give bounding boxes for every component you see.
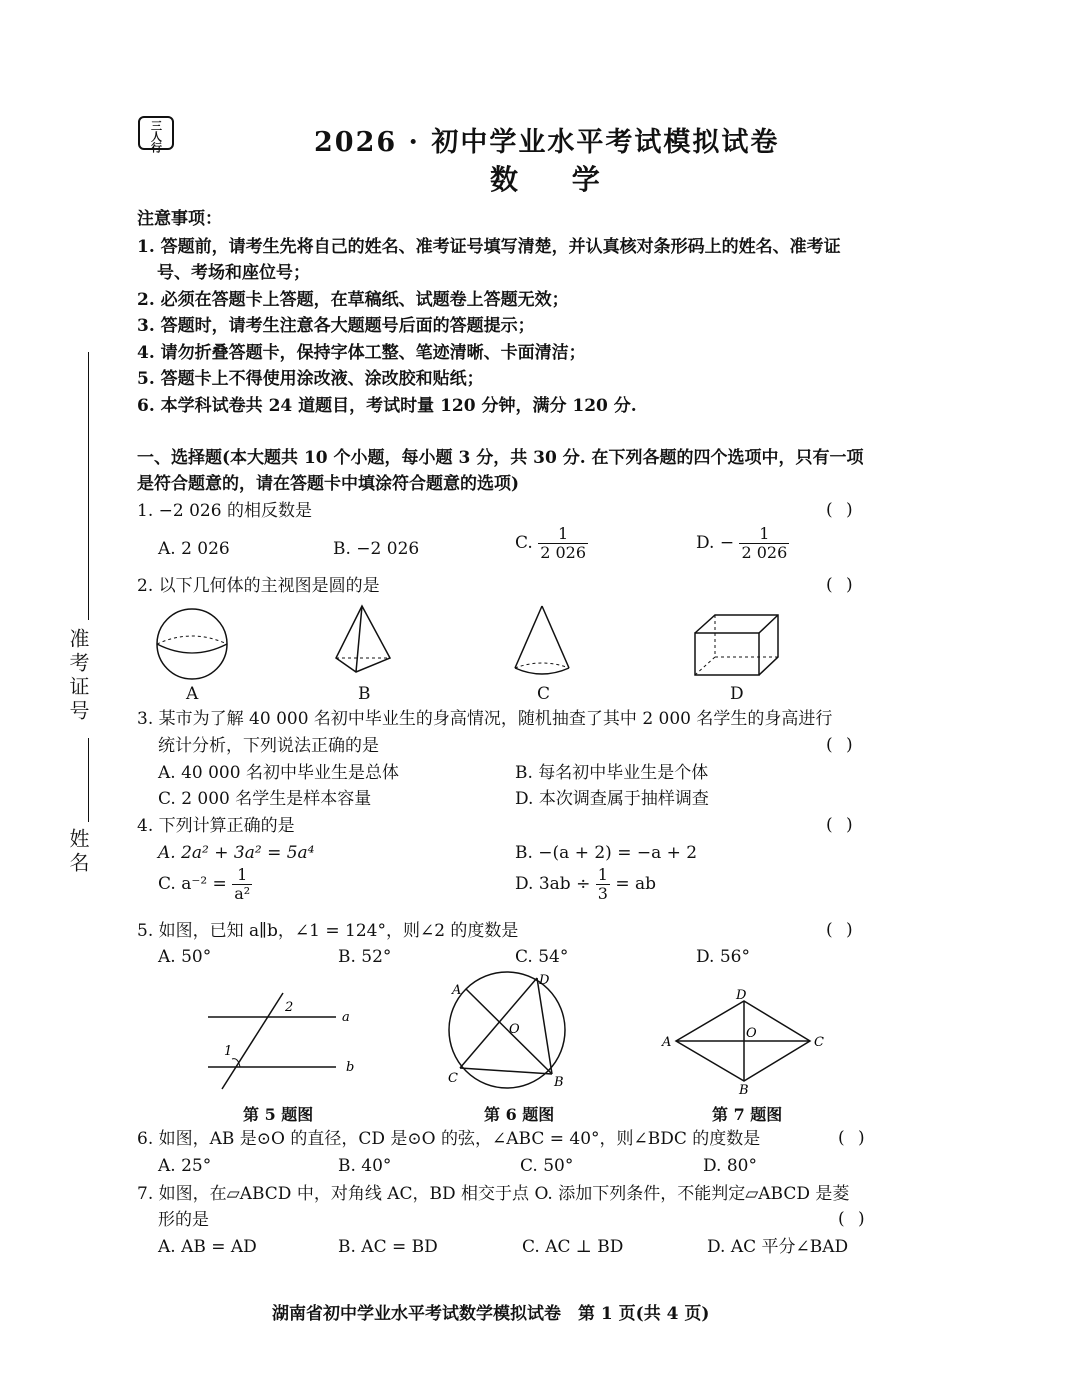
page-footer: 湖南省初中学业水平考试数学模拟试卷 第 1 页(共 4 页) — [272, 1304, 710, 1324]
figure-q6 — [440, 970, 580, 1095]
cone-shape — [515, 606, 569, 674]
name-line — [88, 738, 89, 822]
fig5-label: 2 — [285, 1000, 294, 1015]
q1-option-b: B. −2 026 — [333, 539, 420, 559]
q2-label-c: C — [537, 684, 551, 704]
q1-option-d: D. − $\frac{1}{2 026}$ — [696, 524, 788, 562]
q5-stem: 5. 如图，已知 a∥b，∠1 = 124°，则∠2 的度数是 — [137, 921, 519, 941]
q6-option-c: C. 50° — [520, 1156, 574, 1176]
q4-option-a: A. 2a² + 3a² = 5a⁴ — [158, 843, 315, 863]
q5-option-c: C. 54° — [515, 947, 569, 967]
q5-option-b: B. 52° — [338, 947, 392, 967]
q3-option-a: A. 40 000 名初中毕业生是总体 — [158, 763, 399, 783]
q1-option-a: A. 2 026 — [158, 539, 230, 559]
q2-stem: 2. 以下几何体的主视图是圆的是 — [137, 576, 380, 596]
fig6-label: B — [554, 1075, 564, 1090]
q5-option-d: D. 56° — [696, 947, 750, 967]
figure-q5 — [200, 985, 370, 1095]
q4-stem: 4. 下列计算正确的是 — [137, 816, 295, 836]
note-item: 4. 请勿折叠答题卡，保持字体工整、笔迹清晰、卡面清洁； — [137, 343, 586, 363]
q3-stem: 3. 某市为了解 40 000 名初中毕业生的身高情况，随机抽查了其中 2 000 名学生的身高进行 — [137, 709, 833, 729]
answer-bracket: ( ) — [826, 735, 857, 755]
fig6-label: C — [448, 1071, 458, 1086]
page-title: 2026 · 初中学业水平考试模拟试卷 — [314, 127, 780, 158]
q1-stem: 1. −2 026 的相反数是 — [137, 501, 312, 521]
fig7-label: O — [746, 1026, 757, 1041]
fig5-label: b — [346, 1060, 355, 1075]
q2-solids-figure — [140, 600, 800, 705]
section-heading-cont: 是符合题意的，请在答题卡中填涂符合题意的选项) — [137, 474, 520, 494]
fig6-label: A — [452, 983, 462, 998]
figure-q6-caption: 第 6 题图 — [484, 1105, 555, 1124]
q6-stem: 6. 如图，AB 是⊙O 的直径，CD 是⊙O 的弦，∠ABC = 40°，则∠BDC 的度数是 — [137, 1129, 761, 1149]
fig5-label: 1 — [224, 1044, 233, 1059]
name-label: 姓名 — [66, 828, 90, 876]
figure-q7 — [660, 985, 835, 1095]
q2-label-b: B — [358, 684, 371, 704]
answer-bracket: ( ) — [826, 815, 857, 835]
fig5-label: a — [342, 1010, 350, 1025]
pyramid-shape — [336, 606, 390, 672]
note-item: 6. 本学科试卷共 24 道题目，考试时量 120 分钟，满分 120 分. — [137, 396, 637, 416]
cuboid-shape — [695, 615, 778, 675]
q4-option-b: B. −(a + 2) = −a + 2 — [515, 843, 698, 863]
q7-option-c: C. AC ⊥ BD — [522, 1237, 624, 1257]
fig7-label: B — [739, 1083, 749, 1095]
notes-heading: 注意事项： — [137, 209, 222, 229]
q7-option-a: A. AB = AD — [158, 1237, 257, 1257]
q1-option-c: C. $\frac{1}{2 026}$ — [515, 524, 587, 562]
q5-option-a: A. 50° — [158, 947, 212, 967]
q6-option-d: D. 80° — [703, 1156, 757, 1176]
note-item: 1. 答题前，请考生先将自己的姓名、准考证号填写清楚，并认真核对条形码上的姓名、准考证 — [137, 237, 841, 257]
fig7-label: A — [662, 1035, 672, 1050]
logo-text: 三人行 — [149, 120, 163, 153]
fig6-label: O — [509, 1022, 520, 1037]
note-item: 2. 必须在答题卡上答题，在草稿纸、试题卷上答题无效； — [137, 290, 569, 310]
exam-number-line — [88, 352, 89, 620]
answer-bracket: ( ) — [838, 1128, 869, 1148]
q4-option-d: D. 3ab ÷ $\frac{1}{3}$ = ab — [515, 865, 656, 903]
fig7-label: D — [736, 988, 747, 1003]
q2-label-a: A — [186, 684, 199, 704]
exam-number-label: 准考证号 — [66, 628, 90, 724]
q3-option-d: D. 本次调查属于抽样调查 — [515, 789, 709, 809]
q4-option-c: C. a⁻² = $\frac{1}{\text{a²}}$ — [158, 865, 251, 903]
sphere-shape — [157, 609, 227, 679]
logo — [138, 116, 174, 153]
figure-q7-caption: 第 7 题图 — [712, 1105, 783, 1124]
answer-bracket: ( ) — [826, 500, 857, 520]
answer-bracket: ( ) — [826, 920, 857, 940]
note-item: 3. 答题时，请考生注意各大题题号后面的答题提示； — [137, 316, 535, 336]
section-heading: 一、选择题(本大题共 10 个小题，每小题 3 分，共 30 分. 在下列各题的四个选项中，只有一项 — [137, 448, 864, 468]
q3-option-b: B. 每名初中毕业生是个体 — [515, 763, 709, 783]
answer-bracket: ( ) — [826, 575, 857, 595]
note-item: 号、考场和座位号； — [157, 263, 310, 283]
q7-option-b: B. AC = BD — [338, 1237, 438, 1257]
q3-option-c: C. 2 000 名学生是样本容量 — [158, 789, 372, 809]
q2-label-d: D — [730, 684, 744, 704]
fig6-label: D — [539, 973, 550, 988]
note-item: 5. 答题卡上不得使用涂改液、涂改胶和贴纸； — [137, 369, 484, 389]
fig7-label: C — [814, 1035, 824, 1050]
q3-stem-cont: 统计分析，下列说法正确的是 — [158, 736, 379, 756]
q7-option-d: D. AC 平分∠BAD — [707, 1237, 849, 1257]
answer-bracket: ( ) — [838, 1209, 869, 1229]
q7-stem: 7. 如图，在▱ABCD 中，对角线 AC，BD 相交于点 O. 添加下列条件，不能判定▱ABCD 是菱 — [137, 1184, 850, 1204]
q7-stem-cont: 形的是 — [158, 1210, 209, 1230]
q6-option-a: A. 25° — [158, 1156, 212, 1176]
q6-option-b: B. 40° — [338, 1156, 392, 1176]
figure-q5-caption: 第 5 题图 — [243, 1105, 314, 1124]
subject-title: 数 学 — [490, 163, 622, 196]
